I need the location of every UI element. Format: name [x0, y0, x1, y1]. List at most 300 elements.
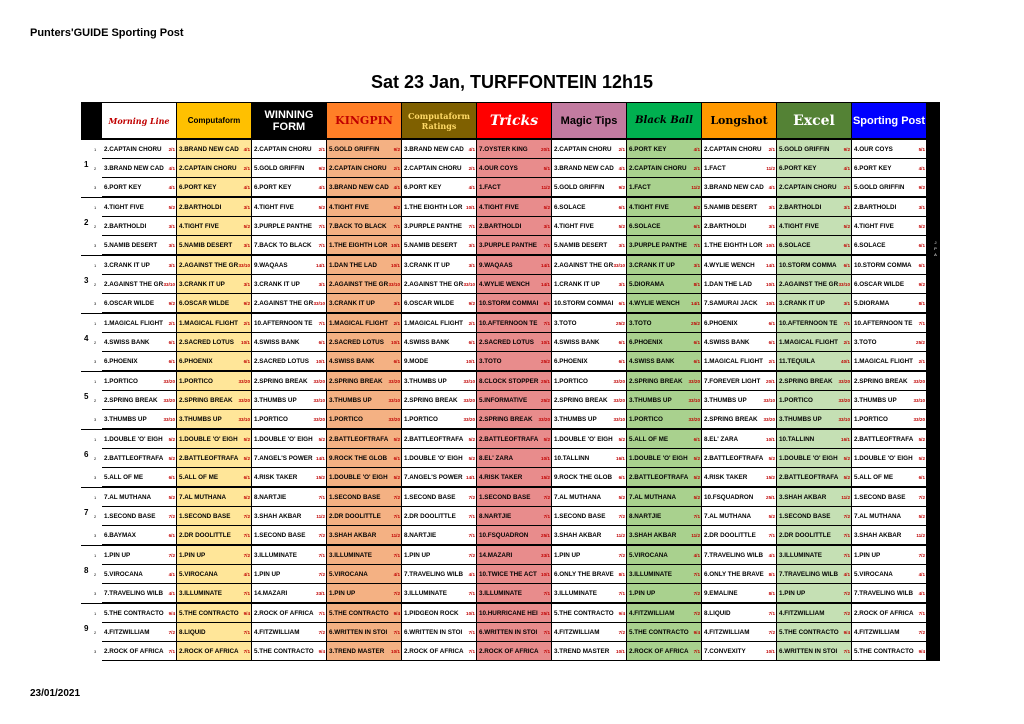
horse-name: 4.WYLIE WENCH	[479, 280, 530, 288]
horse-name: 3.PURPLE PANTHE	[479, 241, 537, 249]
odds: 5/2	[843, 455, 850, 461]
position-label: 3	[94, 243, 97, 248]
horse-name: 2.BARTHOLDI	[179, 203, 222, 211]
odds: 7/1	[468, 513, 475, 519]
publication-header: Punters'GUIDE Sporting Post	[30, 27, 184, 39]
odds: 4/1	[618, 165, 625, 171]
side-tab-letter: P	[934, 246, 937, 251]
tip-cell	[777, 410, 851, 428]
horse-name: 10.HURRICANE HEI	[479, 609, 538, 617]
odds: 15/2	[541, 474, 550, 480]
tip-cell	[552, 236, 626, 254]
odds: 3/1	[468, 262, 475, 268]
horse-name: 6.SOLACE	[629, 222, 661, 230]
tip-cell	[252, 275, 326, 293]
horse-name: 6.SOLACE	[854, 241, 886, 249]
odds: 2/1	[243, 320, 250, 326]
tip-cell	[627, 584, 701, 602]
horse-name: 5.THE CONTRACTO	[104, 609, 164, 617]
horse-name: 4.FITZWILLIAM	[554, 628, 600, 636]
odds: 11/2	[691, 532, 700, 538]
odds: 7/1	[393, 223, 400, 229]
odds: 7/2	[468, 494, 475, 500]
tip-cell	[852, 642, 926, 660]
horse-name: 3.PURPLE PANTHE	[629, 241, 687, 249]
horse-name: 1.DOUBLE 'O' EIGH	[329, 473, 388, 481]
odds: 6/1	[618, 339, 625, 345]
odds: 33/20	[313, 416, 325, 422]
tip-cell	[402, 584, 476, 602]
odds: 7/1	[543, 590, 550, 596]
odds: 8/1	[768, 590, 775, 596]
column-header: Computaform Ratings	[402, 103, 476, 138]
tip-cell	[477, 294, 551, 312]
horse-name: 1.SECOND BASE	[779, 512, 831, 520]
horse-name: 3.THUMBS UP	[179, 415, 222, 423]
odds: 25/2	[616, 320, 625, 326]
horse-name: 3.SHAH AKBAR	[629, 531, 677, 539]
horse-name: 2.ROCK OF AFRICA	[104, 647, 164, 655]
tip-cell	[177, 449, 251, 467]
tip-cell	[177, 140, 251, 158]
tip-cell	[777, 391, 851, 409]
race-block	[81, 140, 940, 197]
odds: 5/2	[468, 436, 475, 442]
tip-cell	[102, 236, 176, 254]
horse-name: 1.PORTICO	[854, 415, 888, 423]
odds: 9/4	[918, 648, 925, 654]
tip-cell	[852, 294, 926, 312]
tip-cell	[702, 391, 776, 409]
odds: 10/1	[766, 281, 775, 287]
horse-name: 1.PORTICO	[404, 415, 438, 423]
horse-name: 1.PIN UP	[254, 570, 281, 578]
odds: 7/2	[918, 629, 925, 635]
horse-name: 7.TRAVELING WILB	[854, 589, 914, 597]
odds: 4/1	[468, 146, 475, 152]
tip-cell	[852, 430, 926, 448]
tip-cell	[627, 410, 701, 428]
horse-name: 6.PHOENIX	[629, 338, 663, 346]
odds: 7/1	[468, 648, 475, 654]
horse-name: 2.DR DOOLITTLE	[329, 512, 381, 520]
odds: 5/2	[618, 494, 625, 500]
odds: 7/1	[918, 320, 925, 326]
horse-name: 4.WYLIE WENCH	[629, 299, 680, 307]
tip-cell	[702, 526, 776, 544]
odds: 7/1	[318, 610, 325, 616]
odds: 4/1	[168, 590, 175, 596]
tip-cell	[102, 198, 176, 216]
horse-name: 3.BRAND NEW CAD	[104, 164, 164, 172]
horse-name: 5.VIROCANA	[179, 570, 218, 578]
horse-name: 4.SWISS BANK	[104, 338, 150, 346]
tip-cell	[177, 352, 251, 370]
odds: 4/1	[693, 552, 700, 558]
column-header: Tricks	[477, 103, 551, 138]
horse-name: 3.PURPLE PANTHE	[254, 222, 312, 230]
odds: 4/1	[768, 184, 775, 190]
odds: 33/20	[463, 397, 475, 403]
horse-name: 7.AL MUTHANA	[704, 512, 752, 520]
odds: 2/1	[843, 184, 850, 190]
tip-cell	[102, 333, 176, 351]
tip-cell	[177, 604, 251, 622]
tip-cell	[477, 430, 551, 448]
tip-cell	[702, 275, 776, 293]
column-header: Sporting Post	[852, 103, 926, 138]
tip-cell	[252, 391, 326, 409]
horse-name: 2.AGAINST THE GR	[404, 280, 464, 288]
odds: 2/1	[693, 165, 700, 171]
odds: 33/20	[763, 416, 775, 422]
tip-cell	[702, 294, 776, 312]
tip-cell	[777, 546, 851, 564]
horse-name: 8.LIQUID	[704, 609, 731, 617]
odds: 5/2	[843, 223, 850, 229]
position-label: 3	[94, 417, 97, 422]
horse-name: 1.SECOND BASE	[104, 512, 156, 520]
odds: 6/1	[393, 358, 400, 364]
horse-name: 1.PIN UP	[104, 551, 131, 559]
horse-name: 7.ANGEL'S POWER	[404, 473, 463, 481]
horse-name: 3.CRANK IT UP	[104, 261, 150, 269]
tip-cell	[552, 546, 626, 564]
horse-name: 3.ILLUMINATE	[479, 589, 522, 597]
horse-name: 5.NAMIB DESERT	[104, 241, 158, 249]
horse-name: 9.WAQAAS	[254, 261, 288, 269]
odds: 10/1	[766, 300, 775, 306]
horse-name: 4.TIGHT FIVE	[104, 203, 144, 211]
tip-cell	[777, 584, 851, 602]
position-label: 1	[94, 611, 97, 616]
odds: 33/20	[388, 378, 400, 384]
tip-cell	[627, 236, 701, 254]
tip-cell	[777, 430, 851, 448]
horse-name: 1.PORTICO	[104, 377, 138, 385]
odds: 7/1	[843, 320, 850, 326]
side-tab-letter: A	[934, 252, 937, 257]
horse-name: 1.MAGICAL FLIGHT	[404, 319, 464, 327]
odds: 2/1	[318, 146, 325, 152]
tip-cell	[777, 275, 851, 293]
horse-name: 3.ILLUMINATE	[779, 551, 822, 559]
horse-name: 6.PORT KEY	[779, 164, 817, 172]
tip-cell	[177, 546, 251, 564]
tip-cell	[252, 198, 326, 216]
tip-cell	[477, 623, 551, 641]
tip-cell	[327, 507, 401, 525]
odds: 4/1	[318, 184, 325, 190]
horse-name: 2.SACRED LOTUS	[254, 357, 309, 365]
column-header: Excel	[777, 103, 851, 138]
odds: 6/1	[918, 262, 925, 268]
horse-name: 7.BACK TO BLACK	[254, 241, 312, 249]
odds: 4/1	[843, 165, 850, 171]
race-number	[81, 488, 102, 545]
horse-name: 3.SHAH AKBAR	[254, 512, 302, 520]
odds: 7/1	[543, 320, 550, 326]
odds: 33/10	[163, 281, 175, 287]
horse-name: 5.GOLD GRIFFIN	[854, 183, 905, 191]
horse-name: 10.TWICE THE ACT	[479, 570, 537, 578]
odds: 7/2	[618, 629, 625, 635]
tip-cell	[402, 314, 476, 332]
odds: 7/1	[768, 532, 775, 538]
tip-cell	[327, 140, 401, 158]
race-block	[81, 604, 940, 661]
odds: 33/10	[688, 397, 700, 403]
odds: 6/1	[918, 474, 925, 480]
odds: 33/10	[163, 416, 175, 422]
odds: 20/1	[766, 378, 775, 384]
tip-cell	[327, 468, 401, 486]
odds: 33/20	[688, 416, 700, 422]
tip-cell	[702, 565, 776, 583]
horse-name: 2.ROCK OF AFRICA	[854, 609, 914, 617]
horse-name: 2.SPRING BREAK	[179, 396, 233, 404]
horse-name: 5.NAMIB DESERT	[554, 241, 608, 249]
tip-cell	[552, 178, 626, 196]
horse-name: 5.THE CONTRACTO	[629, 628, 689, 636]
tip-cell	[327, 488, 401, 506]
odds: 7/2	[168, 552, 175, 558]
odds: 8/1	[693, 281, 700, 287]
tip-cell	[852, 198, 926, 216]
tip-cell	[102, 140, 176, 158]
race-number-label: 9	[84, 624, 89, 633]
tip-cell	[477, 410, 551, 428]
odds: 25/1	[766, 494, 775, 500]
horse-name: 10.FSQUADRON	[479, 531, 529, 539]
tip-cell	[627, 333, 701, 351]
tip-cell	[102, 178, 176, 196]
tip-cell	[852, 468, 926, 486]
tip-cell	[327, 604, 401, 622]
odds: 10/1	[391, 262, 400, 268]
tip-cell	[477, 642, 551, 660]
race-number	[81, 256, 102, 313]
horse-name: 2.BATTLEOFTRAFA	[104, 454, 164, 462]
horse-name: 3.TOTO	[854, 338, 877, 346]
horse-name: 3.ILLUMINATE	[629, 570, 672, 578]
odds: 5/2	[618, 223, 625, 229]
tip-cell	[327, 236, 401, 254]
tip-cell	[852, 526, 926, 544]
odds: 16/1	[841, 436, 850, 442]
position-label: 3	[94, 649, 97, 654]
tip-cell	[777, 294, 851, 312]
tip-cell	[102, 372, 176, 390]
race-block	[81, 488, 940, 545]
horse-name: 5.VIROCANA	[854, 570, 893, 578]
odds: 7/1	[168, 648, 175, 654]
odds: 5/2	[918, 455, 925, 461]
odds: 7/1	[468, 590, 475, 596]
horse-name: 3.TOTO	[629, 319, 652, 327]
horse-name: 10.AFTERNOON TE	[779, 319, 838, 327]
odds: 6/1	[168, 532, 175, 538]
position-label: 2	[94, 224, 97, 229]
race-number-label: 6	[84, 450, 89, 459]
horse-name: 2.CAPTAIN CHORU	[554, 145, 612, 153]
odds: 7/1	[543, 242, 550, 248]
horse-name: 10.STORM COMMAI	[479, 299, 539, 307]
horse-name: 1.THE EIGHTH LOR	[404, 203, 463, 211]
tip-cell	[552, 642, 626, 660]
horse-name: 1.DOUBLE 'O' EIGH	[554, 435, 613, 443]
tip-cell	[552, 430, 626, 448]
race-number-label: 3	[84, 276, 89, 285]
tip-cell	[552, 314, 626, 332]
odds: 33/20	[838, 378, 850, 384]
footer-date: 23/01/2021	[30, 688, 81, 699]
horse-name: 2.BARTHOLDI	[104, 222, 147, 230]
odds: 3/1	[843, 300, 850, 306]
tip-cell	[177, 430, 251, 448]
tip-cell	[627, 391, 701, 409]
odds: 6/1	[618, 474, 625, 480]
odds: 5/2	[768, 455, 775, 461]
tip-cell	[852, 449, 926, 467]
odds: 3/1	[468, 242, 475, 248]
horse-name: 8.NARTJIE	[404, 531, 437, 539]
tip-cell	[102, 410, 176, 428]
tip-cell	[252, 178, 326, 196]
horse-name: 2.CAPTAIN CHORU	[179, 164, 237, 172]
tip-cell	[102, 217, 176, 235]
tip-cell	[477, 333, 551, 351]
tip-cell	[102, 623, 176, 641]
odds: 9/4	[693, 629, 700, 635]
odds: 5/2	[693, 204, 700, 210]
horse-name: 2.ROCK OF AFRICA	[404, 647, 464, 655]
horse-name: 6.WRITTEN IN STOI	[779, 647, 838, 655]
column-header: Morning Line	[102, 103, 176, 138]
tip-cell	[777, 565, 851, 583]
tip-cell	[702, 236, 776, 254]
tip-cell	[702, 140, 776, 158]
odds: 9/2	[618, 184, 625, 190]
horse-name: 3.THUMBS UP	[854, 396, 897, 404]
horse-name: 3.THUMBS UP	[629, 396, 672, 404]
odds: 8/1	[768, 571, 775, 577]
horse-name: 5.GOLD GRIFFIN	[554, 183, 605, 191]
tip-cell	[777, 372, 851, 390]
horse-name: 4.OUR COYS	[854, 145, 893, 153]
horse-name: 1.THE EIGHTH LOR	[704, 241, 763, 249]
tip-cell	[627, 642, 701, 660]
odds: 2/1	[618, 146, 625, 152]
odds: 33/20	[613, 397, 625, 403]
horse-name: 1.PORTICO	[179, 377, 213, 385]
horse-name: 1.MAGICAL FLIGHT	[104, 319, 164, 327]
tip-cell	[102, 275, 176, 293]
horse-name: 1.DOUBLE 'O' EIGH	[179, 435, 238, 443]
horse-name: 4.FITZWILLIAM	[104, 628, 150, 636]
odds: 7/1	[318, 320, 325, 326]
tip-cell	[852, 488, 926, 506]
tip-cell	[402, 372, 476, 390]
tip-cell	[777, 140, 851, 158]
horse-name: 8.EL' ZARA	[704, 435, 739, 443]
odds: 7/1	[393, 513, 400, 519]
tip-cell	[852, 410, 926, 428]
odds: 6/1	[618, 358, 625, 364]
position-label: 1	[94, 553, 97, 558]
horse-name: 7.SAMURAI JACK	[704, 299, 758, 307]
horse-name: 1.DOUBLE 'O' EIGH	[104, 435, 163, 443]
tip-cell	[852, 314, 926, 332]
tip-cell	[177, 275, 251, 293]
position-label: 3	[94, 185, 97, 190]
tip-cell	[177, 565, 251, 583]
horse-name: 3.PURPLE PANTHE	[404, 222, 462, 230]
odds: 4/1	[918, 571, 925, 577]
horse-name: 3.ILLUMINATE	[329, 551, 372, 559]
tip-cell	[702, 159, 776, 177]
odds: 6/1	[618, 204, 625, 210]
tip-cell	[477, 507, 551, 525]
odds: 11/2	[766, 165, 775, 171]
horse-name: 2.CAPTAIN CHORU	[629, 164, 687, 172]
tip-cell	[252, 352, 326, 370]
odds: 7/2	[393, 590, 400, 596]
tip-cell	[702, 468, 776, 486]
horse-name: 2.AGAINST THE GR	[329, 280, 389, 288]
odds: 6/1	[843, 242, 850, 248]
tip-cell	[102, 546, 176, 564]
tip-cell	[327, 314, 401, 332]
position-label: 3	[94, 533, 97, 538]
tip-cell	[627, 468, 701, 486]
odds: 25/2	[541, 358, 550, 364]
tip-cell	[402, 526, 476, 544]
horse-name: 2.CAPTAIN CHORU	[779, 183, 837, 191]
tip-cell	[552, 391, 626, 409]
odds: 11/2	[391, 532, 400, 538]
odds: 5/2	[243, 223, 250, 229]
odds: 2/1	[468, 320, 475, 326]
tip-cell	[627, 275, 701, 293]
horse-name: 2.ROCK OF AFRICA	[629, 647, 689, 655]
horse-name: 2.SACRED LOTUS	[329, 338, 384, 346]
tip-cell	[177, 333, 251, 351]
horse-name: 14.MAZARI	[479, 551, 513, 559]
odds: 33/10	[313, 300, 325, 306]
horse-name: 2.BATTLEOFTRAFA	[404, 435, 464, 443]
race-number	[81, 430, 102, 487]
tip-cell	[777, 314, 851, 332]
odds: 7/1	[468, 223, 475, 229]
tip-cell	[402, 352, 476, 370]
horse-name: 1.PORTICO	[554, 377, 588, 385]
horse-name: 2.DR DOOLITTLE	[404, 512, 456, 520]
tip-cell	[852, 256, 926, 274]
odds: 7/1	[318, 494, 325, 500]
odds: 7/1	[468, 629, 475, 635]
odds: 2/1	[768, 358, 775, 364]
odds: 9/4	[318, 648, 325, 654]
odds: 5/2	[243, 436, 250, 442]
odds: 5/2	[768, 513, 775, 519]
odds: 3/1	[618, 242, 625, 248]
race-block	[81, 372, 940, 429]
tip-cell	[552, 565, 626, 583]
horse-name: 10.STORM COMMAI	[554, 299, 614, 307]
tip-cell	[327, 449, 401, 467]
odds: 3/1	[168, 262, 175, 268]
